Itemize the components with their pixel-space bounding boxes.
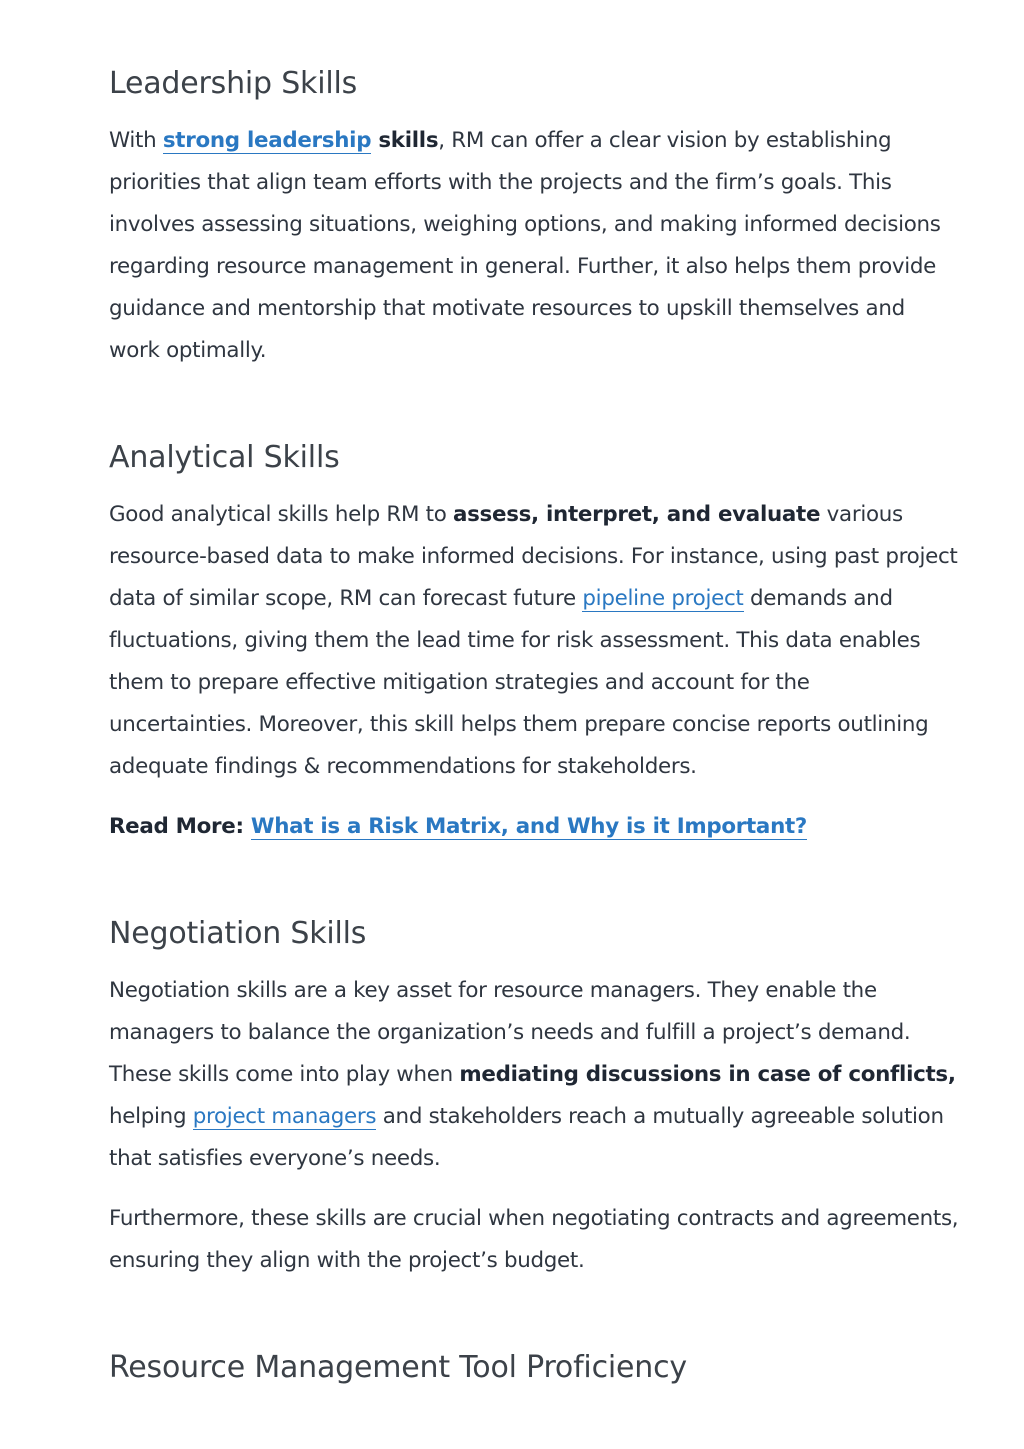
article [109,62,959,1390]
section-tool-proficiency [109,1346,959,1390]
paragraph-negotiation-1 [109,970,959,1180]
text-span: demands and fluctuations, giving them the lead time for risk assessment. This data enables them to prepare effective mitigation strategies and account for the uncertainties. Moreover, this skill helps them prepare concise reports outlining adequate findings & recommendations for stakeholders. [109,586,929,779]
text-span: helping [109,1104,193,1129]
heading-tool-proficiency: Resource Management Tool Proficiency [109,1350,687,1385]
paragraph-negotiation-2: Furthermore, these skills are crucial when negotiating contracts and agreements, ensuring they align with the project’s budget. [109,1206,959,1273]
text-span: various resource-based data to make informed decisions. For instance, using past project data of similar scope, RM can forecast future [109,502,958,611]
read-more-label: Read More: [109,814,251,839]
text-span: Good analytical skills help RM to [109,502,453,527]
paragraph-analytical [109,494,959,788]
link-project-managers[interactable]: project managers [192,1104,377,1129]
heading-negotiation-skills: Negotiation Skills [109,916,367,951]
section-leadership [109,62,959,372]
read-more-line [109,806,959,848]
link-risk-matrix-article[interactable]: What is a Risk Matrix, and Why is it Important? [250,814,808,839]
link-strong-leadership[interactable]: strong leadership [162,128,372,153]
section-negotiation [109,912,959,1282]
text-span: and stakeholders reach a mutually agreeable solution that satisfies everyone’s needs. [109,1104,944,1171]
text-span: With [109,128,163,153]
text-span: , RM can offer a clear vision by establishing priorities that align team efforts with the projects and the firm’s goals. This involves assessing situations, weighing options, and making informed decisions regarding resource management in general. Further, it also helps them provide guidance and mentorship that motivate resources to upskill themselves and work optimally. [109,128,941,363]
heading-analytical-skills: Analytical Skills [109,440,340,475]
section-analytical [109,436,959,848]
bold-text: skills [371,128,439,153]
bold-text: assess, interpret, and evaluate [452,502,821,527]
heading-leadership-skills: Leadership Skills [109,66,358,101]
bold-text: mediating discussions in case of conflicts, [459,1062,956,1087]
text-span: Negotiation skills are a key asset for resource managers. They enable the managers to balance the organization’s needs and fulfill a project’s demand. These skills come into play when [109,978,911,1087]
link-pipeline-project[interactable]: pipeline project [582,586,744,611]
paragraph-leadership [109,120,959,372]
